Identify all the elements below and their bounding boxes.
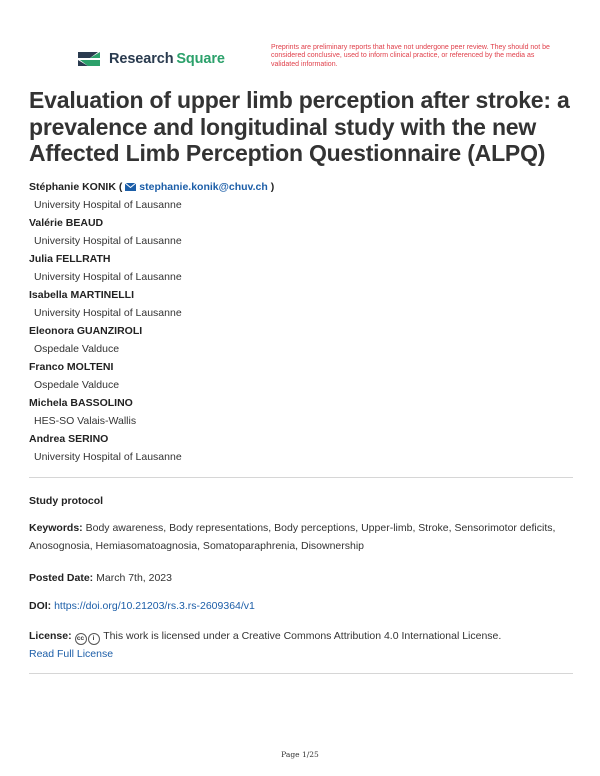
author-name: Julia FELLRATH: [29, 253, 111, 265]
author-name: Valérie BEAUD: [29, 217, 104, 229]
author-list: [29, 180, 569, 468]
keywords: Keywords: Body awareness, Body representations, Body perceptions, Upper-limb, Stroke, Sensorimotor deficits, Anosognosia, Hemiasomatoagnosia, Somatoparaphrenia, Disownership: [29, 522, 556, 552]
author-affiliation: HES-SO Valais-Wallis: [34, 415, 137, 427]
doi: DOI: https://doi.org/10.21203/rs.3.rs-2609364/v1: [29, 600, 255, 612]
posted-date: Posted Date: March 7th, 2023: [29, 572, 172, 584]
article-type: Study protocol: [29, 495, 104, 507]
author-name: Eleonora GUANZIROLI: [29, 325, 143, 337]
author-name: Isabella MARTINELLI: [29, 289, 135, 301]
author-affiliation: Ospedale Valduce: [34, 379, 120, 391]
author-affiliation: Ospedale Valduce: [34, 343, 120, 355]
creative-commons-icon: cc: [75, 633, 87, 645]
preprint-disclaimer: Preprints are preliminary reports that have not undergone peer review. They should not be considered conclusive, used to inform clinical practice, or referenced by the media as validated information.: [271, 44, 550, 68]
divider: [29, 477, 573, 478]
page-number: Page 1/25: [281, 750, 319, 759]
doi-link[interactable]: https://doi.org/10.21203/rs.3.rs-2609364/v1: [54, 600, 255, 612]
author-affiliation: University Hospital of Lausanne: [34, 271, 182, 283]
paper-title: Evaluation of upper limb perception after stroke: a prevalence and longitudinal study with the new Affected Limb Perception Questionnaire (ALPQ): [29, 87, 570, 166]
author-affiliation: University Hospital of Lausanne: [34, 451, 182, 463]
author-email-link[interactable]: stephanie.konik@chuv.ch: [125, 181, 268, 193]
author-affiliation: University Hospital of Lausanne: [34, 235, 182, 247]
author-name: Franco MOLTENI: [29, 361, 114, 373]
logo-text: Research Square: [109, 51, 225, 67]
attribution-icon: i: [88, 633, 100, 645]
read-full-license-link[interactable]: Read Full License: [29, 647, 114, 660]
author-name: Stéphanie KONIK ( stephanie.konik@chuv.ch ): [29, 181, 275, 193]
envelope-icon: [125, 183, 136, 191]
divider: [29, 673, 573, 674]
author-affiliation: University Hospital of Lausanne: [34, 307, 182, 319]
author-name: Michela BASSOLINO: [29, 397, 133, 409]
author-name: Andrea SERINO: [29, 433, 109, 445]
research-square-logo-icon: [76, 47, 102, 71]
author-affiliation: University Hospital of Lausanne: [34, 199, 182, 211]
license: License: cc i This work is licensed under a Creative Commons Attribution 4.0 International License. Read Full License: [29, 630, 502, 660]
research-square-logo[interactable]: [76, 47, 225, 71]
